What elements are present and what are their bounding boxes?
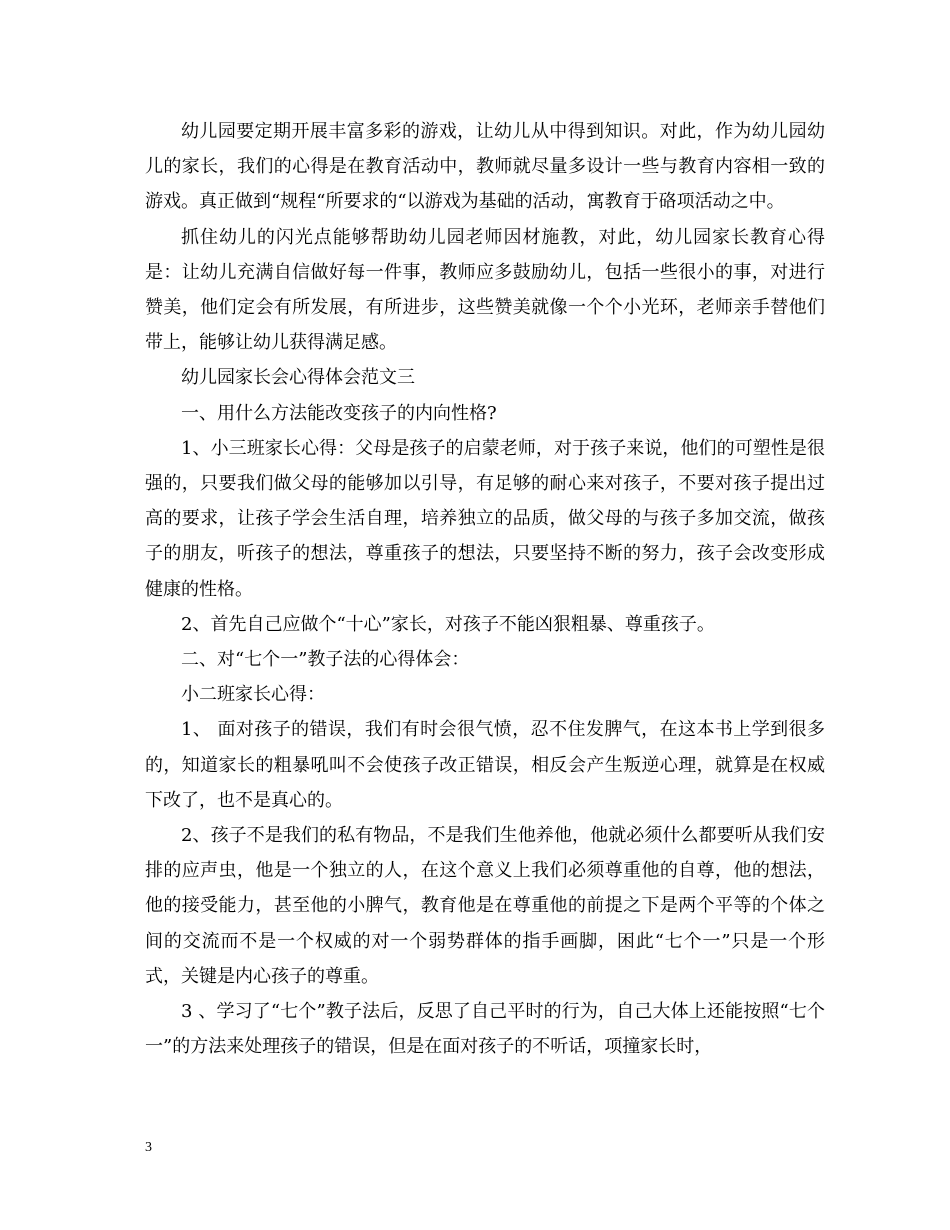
page-number: 3 <box>145 1140 152 1155</box>
paragraph-highlight-strengths: 抓住幼儿的闪光点能够帮助幼儿园老师因材施教，对此，幼儿园家长教育心得是：让幼儿充满自信做好每一件事，教师应多鼓励幼儿，包括一些很小的事，对进行赞美，他们定会有所发展，有所进步，这些赞美就像一个个小光环，老师亲手替他们带上，能够让幼儿获得满足感。 <box>145 226 825 354</box>
question-heading-introvert: 一、用什么方法能改变孩子的内向性格? <box>181 402 497 424</box>
document-body <box>145 114 825 1064</box>
paragraph-facing-mistakes: 1、 面对孩子的错误，我们有时会很气愤，忍不住发脾气，在这本书上学到很多的，知道家长的粗暴吼叫不会使孩子改正错误，相反会产生叛逆心理，就算是在权威下改了，也不是真心的。 <box>145 719 825 811</box>
paragraph-reflection: 3 、学习了“七个”教子法后，反思了自己平时的行为，自己大体上还能按照“七个一”的方法来处理孩子的错误，但是在面对孩子的不听话，项撞家长时， <box>145 1001 825 1058</box>
paragraph-class-three-parent: 1、小三班家长心得：父母是孩子的启蒙老师，对于孩子来说，他们的可塑性是很强的，只要我们做父母的能够加以引导，有足够的耐心来对孩子，不要对孩子提出过高的要求，让孩子学会生活自理，培养独立的品质，做父母的与孩子多加交流，做孩子的朋友，听孩子的想法，尊重孩子的想法，只要坚持不断的努力，孩子会改变形成健康的性格。 <box>145 437 825 600</box>
paragraph-ten-hearts-parent: 2、首先自己应做个“十心”家长，对孩子不能凶狠粗暴、尊重孩子。 <box>181 613 715 635</box>
section-heading-seven-ones: 二、对“七个一”教子法的心得体会： <box>181 649 470 671</box>
paragraph-game-activities: 幼儿园要定期开展丰富多彩的游戏，让幼儿从中得到知识。对此，作为幼儿园幼儿的家长，我们的心得是在教育活动中，教师就尽量多设计一些与教育内容相一致的游戏。真正做到“规程“所要求的“以游戏为基础的活动，寓教育于硌项活动之中。 <box>145 121 825 213</box>
paragraph-respect-child: 2、孩子不是我们的私有物品，不是我们生他养他，他就必须什么都要听从我们安排的应声虫，他是一个独立的人，在这个意义上我们必须尊重他的自尊，他的想法，他的接受能力，甚至他的小脾气，教育他是在尊重他的前提之下是两个平等的个体之间的交流而不是一个权威的对一个弱势群体的指手画脚，困此“七个一”只是一个形式，关键是内心孩子的尊重。 <box>145 825 825 987</box>
subheading-class-two-parent: 小二班家长心得： <box>181 684 325 706</box>
section-heading-sample-three: 幼儿园家长会心得体会范文三 <box>181 367 415 389</box>
